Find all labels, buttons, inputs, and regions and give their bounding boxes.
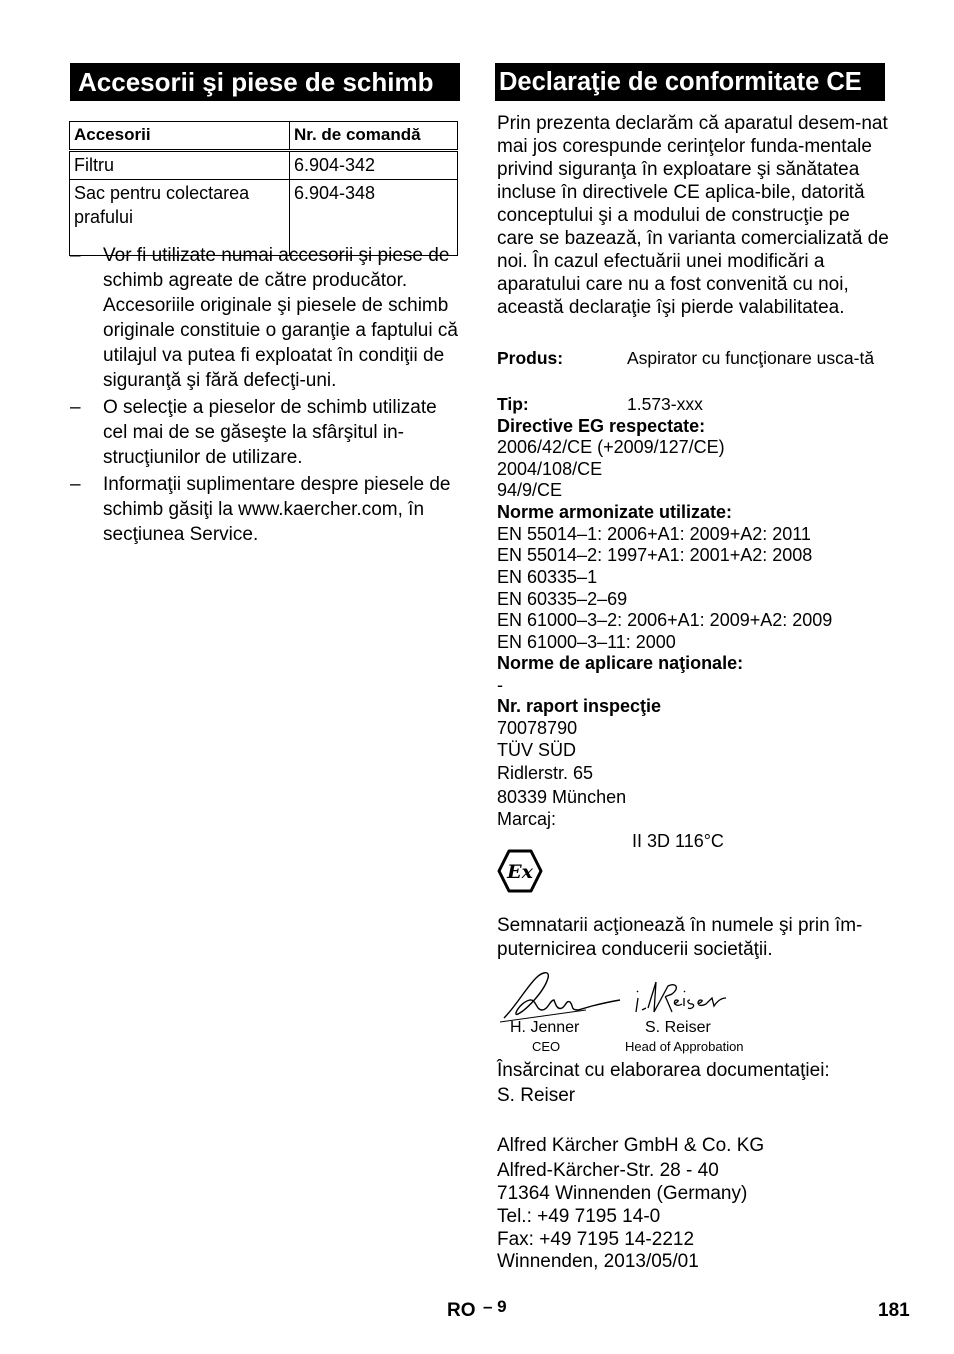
directive-item: 94/9/CE [497,480,563,500]
marking-label: Marcaj: [497,809,557,829]
footer-language: RO [447,1300,476,1321]
national-norms-value: - [497,675,503,695]
list-item-text: Informaţii suplimentare despre piesele de schimb găsiţi la www.kaercher.com, în secţiunea Service. [103,474,451,545]
section-heading-declaration: Declaraţie de conformitate CE [495,63,885,101]
list-item-text: Vor fi utilizate numai accesorii şi piese de schimb agreate de către producător. Accesoriile originale şi piesele de schimb originale constituie o garanţie a faptului că utilajul va putea fi exploatat în condiţii de siguranţă şi fără defecţi-uni. [103,245,458,391]
product-value: Aspirator cu funcţionare usca-tă [627,348,875,368]
signer-role-reiser: Head of Approbation [625,1039,744,1054]
directive-item: 2006/42/CE (+2009/127/CE) [497,437,725,457]
table-header-accessories: Accesorii [70,122,290,151]
accessories-notes-list [70,243,460,549]
directive-item: 2004/108/CE [497,459,603,479]
list-item-text: O selecţie a pieselor de schimb utilizate cel mai de se găseşte la sfârşitul in-strucţiunilor de utilizare. [103,397,437,468]
norm-item: EN 61000–3–2: 2006+A1: 2009+A2: 2009 [497,610,833,630]
table-row [70,151,458,180]
page-number: 181 [878,1300,910,1321]
ex-hexagon-icon [497,849,543,893]
signatories-text: Semnatarii acţionează în numele şi prin îm-puternicirea conducerii societăţii. [497,915,863,960]
norm-item: EN 60335–2–69 [497,589,628,609]
company-line: Alfred Kärcher GmbH & Co. KG [497,1135,765,1156]
dash-bullet: – [70,474,81,495]
signer-role-jenner: CEO [532,1039,561,1054]
documentation-name: S. Reiser [497,1085,576,1106]
norm-item: EN 61000–3–11: 2000 [497,632,676,652]
list-item [70,472,460,547]
table-cell: 6.904-342 [290,151,458,180]
directives-label: Directive EG respectate: [497,416,706,436]
company-line: Alfred-Kärcher-Str. 28 - 40 [497,1160,719,1181]
dash-bullet: – [70,245,81,266]
ex-symbol-text: Ex [507,861,533,883]
norm-item: EN 60335–1 [497,567,598,587]
company-line: Winnenden, 2013/05/01 [497,1251,699,1272]
dash-bullet: – [70,397,81,418]
documentation-label: Însărcinat cu elaborarea documentaţiei: [497,1060,830,1081]
section-heading-accessories: Accesorii şi piese de schimb [70,63,460,101]
signer-name-reiser: S. Reiser [645,1019,711,1036]
report-label: Nr. raport inspecţie [497,696,662,716]
declaration-intro: Prin prezenta declarăm că aparatul desem-nat mai jos corespunde cerinţelor funda-mentale privind siguranţa în exploatare şi sănătatea incluse în directivele CE aplica-bile, datorită conceptului şi a modului de construcţie pe care se bazează, în varianta comercializată de noi. În cazul efectuării unei modificări a aparatului care nu a fost convenită cu noi, această declaraţie îşi pierde valabilitatea. [497,113,889,318]
norms-label: Norme armonizate utilizate: [497,502,733,522]
product-label: Produs: [497,348,564,368]
table-cell-text: Sac pentru colectarea prafului [74,183,250,227]
signer-name-jenner: H. Jenner [510,1019,580,1036]
norm-item: EN 55014–1: 2006+A1: 2009+A2: 2011 [497,524,811,544]
company-line: 71364 Winnenden (Germany) [497,1183,748,1204]
list-item [70,243,460,393]
norm-item: EN 55014–2: 1997+A1: 2001+A2: 2008 [497,545,813,565]
table-header-order-number: Nr. de comandă [290,122,458,151]
national-norms-label: Norme de aplicare naţionale: [497,653,744,673]
table-cell: Filtru [70,151,290,180]
report-line: 80339 München [497,787,627,807]
marking-value: II 3D 116°C [632,831,724,851]
table-header-row [70,122,458,151]
report-line: TÜV SÜD [497,740,577,760]
report-line: 70078790 [497,718,578,738]
accessories-table [69,121,458,256]
company-line: Tel.: +49 7195 14-0 [497,1206,661,1227]
company-line: Fax: +49 7195 14-2212 [497,1229,695,1250]
type-value: 1.573-xxx [627,394,703,414]
signature-reiser-icon [632,978,732,1020]
type-label: Tip: [497,394,529,414]
report-line: Ridlerstr. 65 [497,763,594,783]
list-item [70,395,460,470]
footer-section-page: – 9 [483,1297,507,1316]
table-cell: 6.904-348 [290,180,458,256]
signature-jenner-icon [496,966,626,1026]
